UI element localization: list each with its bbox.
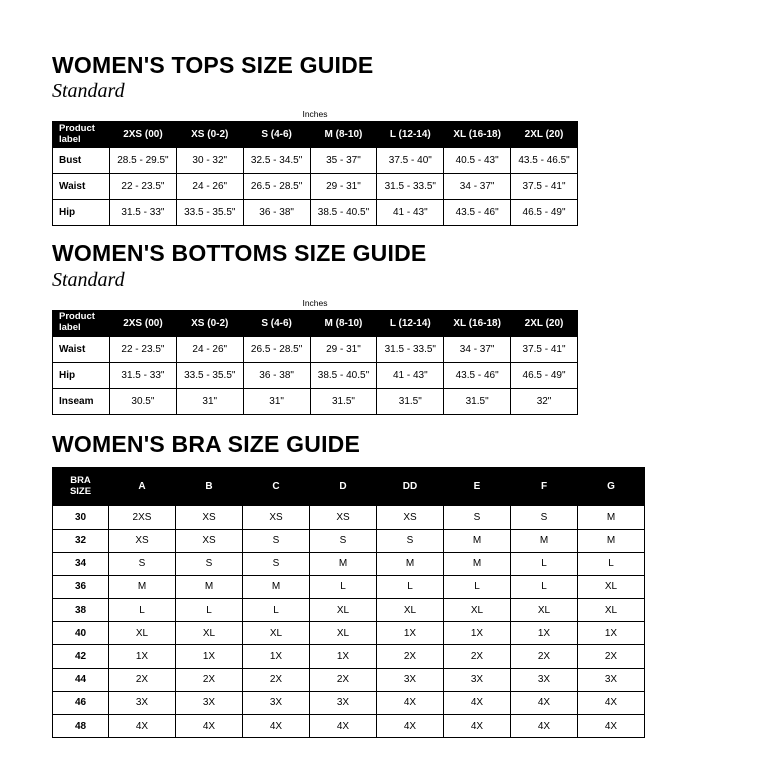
bottoms-title: WOMEN'S BOTTOMS SIZE GUIDE (52, 240, 427, 267)
table-cell: XS (176, 529, 243, 552)
table-cell: 2X (243, 668, 310, 691)
table-cell: XL (310, 599, 377, 622)
tops-column-header: XL (16-18) (444, 122, 511, 148)
table-cell: XS (377, 506, 444, 529)
table-cell: M (444, 529, 511, 552)
tops-column-header: 2XL (20) (511, 122, 578, 148)
table-cell: 35 - 37" (310, 148, 377, 174)
table-cell: M (176, 575, 243, 598)
table-cell: 1X (578, 622, 645, 645)
table-cell: 34 - 37" (444, 174, 511, 200)
table-cell: 1X (511, 622, 578, 645)
table-cell: 3X (310, 691, 377, 714)
table-cell: XS (176, 506, 243, 529)
bottoms-column-header: S (4-6) (243, 310, 310, 336)
table-cell: 4X (176, 715, 243, 738)
bra-column-header: F (511, 468, 578, 506)
table-cell: S (511, 506, 578, 529)
table-cell: 4X (511, 691, 578, 714)
bra-corner-line2: SIZE (69, 485, 92, 497)
table-cell: M (377, 552, 444, 575)
table-cell: 32.5 - 34.5" (243, 148, 310, 174)
table-cell: 32" (511, 388, 578, 414)
bottoms-column-header: L (12-14) (377, 310, 444, 336)
tops-subtitle: Standard (52, 80, 125, 103)
bra-corner-line1: BRA (70, 475, 91, 487)
bottoms-corner-line1: Product (59, 311, 95, 323)
table-cell: L (511, 552, 578, 575)
table-row (53, 599, 645, 622)
table-cell: XL (310, 622, 377, 645)
table-cell: L (310, 575, 377, 598)
table-cell: 2X (377, 645, 444, 668)
table-cell: 31.5 - 33.5" (377, 336, 444, 362)
table-cell: 26.5 - 28.5" (243, 174, 310, 200)
table-cell: S (243, 529, 310, 552)
table-row (53, 622, 645, 645)
table-cell: M (578, 529, 645, 552)
table-cell: 2X (109, 668, 176, 691)
tops-title: WOMEN'S TOPS SIZE GUIDE (52, 52, 374, 78)
table-cell: 3X (243, 691, 310, 714)
bottoms-subtitle: Standard (52, 268, 125, 291)
table-cell: XS (243, 506, 310, 529)
table-cell: XL (578, 599, 645, 622)
table-cell: 31.5" (377, 388, 444, 414)
table-cell: 26.5 - 28.5" (243, 336, 310, 362)
table-cell: 38.5 - 40.5" (310, 200, 377, 226)
table-cell: XL (176, 622, 243, 645)
table-cell: 31.5 - 33" (110, 362, 177, 388)
bra-row-label: 30 (53, 506, 109, 529)
table-header-row (53, 310, 578, 336)
table-row (53, 691, 645, 714)
bra-row-label: 36 (53, 575, 109, 598)
table-row (53, 645, 645, 668)
table-cell: 2XS (109, 506, 176, 529)
table-cell: 30.5" (110, 388, 177, 414)
table-cell: XL (511, 599, 578, 622)
table-cell: 31.5" (444, 388, 511, 414)
table-cell: M (310, 552, 377, 575)
table-cell: 43.5 - 46" (444, 200, 511, 226)
tops-corner-line2: label (59, 133, 81, 145)
table-cell: 1X (444, 622, 511, 645)
table-cell: 43.5 - 46" (444, 362, 511, 388)
tops-table-head (53, 122, 578, 148)
table-cell: 4X (377, 691, 444, 714)
bra-column-header: B (176, 468, 243, 506)
tops-row-label: Bust (53, 148, 110, 174)
table-cell: 46.5 - 49" (511, 200, 578, 226)
table-cell: 2X (444, 645, 511, 668)
tops-column-header: XS (0-2) (176, 122, 243, 148)
table-cell: XL (109, 622, 176, 645)
bra-row-label: 48 (53, 715, 109, 738)
table-cell: 1X (109, 645, 176, 668)
table-cell: 22 - 23.5" (110, 336, 177, 362)
table-cell: 3X (444, 668, 511, 691)
bra-row-label: 32 (53, 529, 109, 552)
table-cell: 34 - 37" (444, 336, 511, 362)
tops-row-label: Hip (53, 200, 110, 226)
bra-corner-header (53, 468, 109, 506)
table-row (53, 336, 578, 362)
table-cell: 40.5 - 43" (444, 148, 511, 174)
bottoms-row-label: Inseam (53, 388, 110, 414)
table-cell: 4X (109, 715, 176, 738)
table-cell: 29 - 31" (310, 174, 377, 200)
table-cell: 2X (310, 668, 377, 691)
table-cell: S (243, 552, 310, 575)
table-row (53, 148, 578, 174)
table-cell: M (109, 575, 176, 598)
bottoms-column-header: XL (16-18) (444, 310, 511, 336)
table-cell: S (444, 506, 511, 529)
bottoms-column-header: XS (0-2) (176, 310, 243, 336)
table-cell: 4X (310, 715, 377, 738)
bottoms-column-header: 2XL (20) (511, 310, 578, 336)
table-cell: 38.5 - 40.5" (310, 362, 377, 388)
tops-column-header: M (8-10) (310, 122, 377, 148)
table-cell: 1X (243, 645, 310, 668)
table-cell: 3X (578, 668, 645, 691)
tops-column-header: L (12-14) (377, 122, 444, 148)
table-cell: 28.5 - 29.5" (110, 148, 177, 174)
table-cell: M (578, 506, 645, 529)
bottoms-table-head (53, 310, 578, 336)
bottoms-size-table (52, 310, 578, 415)
bra-column-header: G (578, 468, 645, 506)
table-cell: 2X (578, 645, 645, 668)
table-row (53, 362, 578, 388)
table-cell: 30 - 32" (176, 148, 243, 174)
bra-column-header: DD (377, 468, 444, 506)
table-cell: XL (243, 622, 310, 645)
bra-table-head (53, 468, 645, 506)
bra-title: WOMEN'S BRA SIZE GUIDE (52, 430, 361, 457)
table-cell: S (310, 529, 377, 552)
table-cell: 41 - 43" (377, 362, 444, 388)
table-cell: XL (444, 599, 511, 622)
table-cell: L (243, 599, 310, 622)
table-row (53, 388, 578, 414)
table-row (53, 715, 645, 738)
table-cell: 4X (444, 715, 511, 738)
bra-row-label: 46 (53, 691, 109, 714)
table-cell: 4X (578, 691, 645, 714)
table-row (53, 552, 645, 575)
table-cell: 37.5 - 41" (511, 336, 578, 362)
tops-table-body (53, 148, 578, 226)
bottoms-table-body (53, 336, 578, 414)
bottoms-unit-label: Inches (302, 297, 328, 308)
table-cell: 36 - 38" (243, 200, 310, 226)
table-cell: 4X (377, 715, 444, 738)
table-header-row (53, 122, 578, 148)
bottoms-size-guide-section (52, 240, 771, 414)
table-cell: 1X (310, 645, 377, 668)
tops-corner-header (53, 122, 110, 148)
table-cell: 1X (377, 622, 444, 645)
table-cell: 31.5 - 33" (110, 200, 177, 226)
spacer (52, 226, 771, 240)
tops-column-header: 2XS (00) (110, 122, 177, 148)
table-cell: XL (578, 575, 645, 598)
bra-row-label: 44 (53, 668, 109, 691)
bra-column-header: A (109, 468, 176, 506)
table-cell: M (444, 552, 511, 575)
table-cell: 41 - 43" (377, 200, 444, 226)
tops-size-table (52, 121, 578, 226)
table-cell: 37.5 - 41" (511, 174, 578, 200)
spacer (52, 415, 771, 431)
table-cell: 1X (176, 645, 243, 668)
table-row (53, 529, 645, 552)
bottoms-row-label: Hip (53, 362, 110, 388)
table-cell: L (511, 575, 578, 598)
table-row (53, 668, 645, 691)
table-cell: XS (310, 506, 377, 529)
table-cell: 3X (511, 668, 578, 691)
table-cell: 31" (176, 388, 243, 414)
table-row (53, 575, 645, 598)
table-header-row (53, 468, 645, 506)
bra-table-wrap (52, 467, 771, 738)
bra-column-header: D (310, 468, 377, 506)
bra-row-label: 34 (53, 552, 109, 575)
bottoms-row-label: Waist (53, 336, 110, 362)
table-row (53, 174, 578, 200)
table-cell: S (377, 529, 444, 552)
table-row (53, 200, 578, 226)
table-row (53, 506, 645, 529)
table-cell: 31" (243, 388, 310, 414)
tops-size-guide-section (52, 52, 771, 226)
bottoms-corner-line2: label (59, 322, 81, 334)
table-cell: M (511, 529, 578, 552)
table-cell: 4X (243, 715, 310, 738)
table-cell: 24 - 26" (176, 336, 243, 362)
tops-column-header: S (4-6) (243, 122, 310, 148)
bra-column-header: E (444, 468, 511, 506)
table-cell: M (243, 575, 310, 598)
table-cell: 36 - 38" (243, 362, 310, 388)
table-cell: 29 - 31" (310, 336, 377, 362)
tops-unit-label: Inches (302, 109, 328, 120)
tops-corner-line1: Product (59, 123, 95, 135)
bra-row-label: 42 (53, 645, 109, 668)
table-cell: 3X (109, 691, 176, 714)
table-cell: XS (109, 529, 176, 552)
table-cell: 24 - 26" (176, 174, 243, 200)
table-cell: S (109, 552, 176, 575)
bra-row-label: 38 (53, 599, 109, 622)
tops-row-label: Waist (53, 174, 110, 200)
table-cell: XL (377, 599, 444, 622)
bra-size-table (52, 467, 645, 738)
bra-table-body (53, 506, 645, 738)
table-cell: 3X (176, 691, 243, 714)
bottoms-column-header: M (8-10) (310, 310, 377, 336)
table-cell: 4X (578, 715, 645, 738)
table-cell: L (444, 575, 511, 598)
table-cell: S (176, 552, 243, 575)
table-cell: L (377, 575, 444, 598)
table-cell: 33.5 - 35.5" (176, 200, 243, 226)
table-cell: 22 - 23.5" (110, 174, 177, 200)
table-cell: L (176, 599, 243, 622)
table-cell: 43.5 - 46.5" (511, 148, 578, 174)
table-cell: 3X (377, 668, 444, 691)
table-cell: 4X (511, 715, 578, 738)
table-cell: 31.5 - 33.5" (377, 174, 444, 200)
bottoms-column-header: 2XS (00) (110, 310, 177, 336)
table-cell: 46.5 - 49" (511, 362, 578, 388)
table-cell: 2X (176, 668, 243, 691)
table-cell: 31.5" (310, 388, 377, 414)
table-cell: 33.5 - 35.5" (176, 362, 243, 388)
bra-row-label: 40 (53, 622, 109, 645)
table-cell: L (109, 599, 176, 622)
table-cell: 4X (444, 691, 511, 714)
bra-size-guide-section (52, 431, 771, 738)
table-cell: L (578, 552, 645, 575)
table-cell: 37.5 - 40" (377, 148, 444, 174)
table-cell: 2X (511, 645, 578, 668)
bottoms-corner-header (53, 310, 110, 336)
bra-column-header: C (243, 468, 310, 506)
